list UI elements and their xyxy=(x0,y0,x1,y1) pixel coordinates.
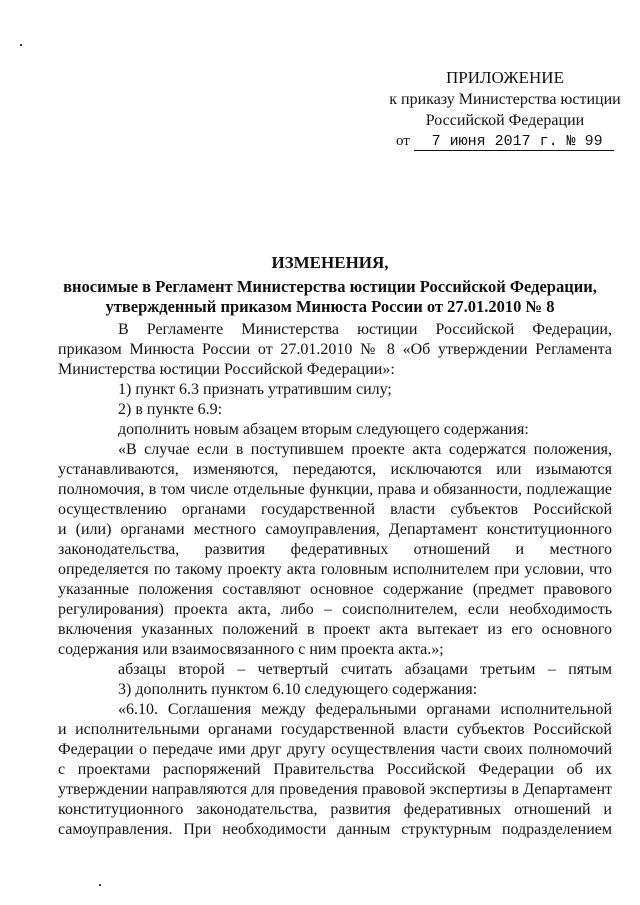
body-line: «В случае если в поступившем проекте акта содержатся положения, xyxy=(118,441,612,458)
body-line: В Регламенте Министерства юстиции Российской Федерации, xyxy=(118,321,612,338)
scan-speck xyxy=(99,884,101,886)
body-line: приказом Минюста России от 27.01.2010 № 8 «Об утверждении Регламента xyxy=(58,341,612,358)
appendix-label: ПРИЛОЖЕНИЕ xyxy=(446,68,564,87)
body-line: включения указанных положений в проект акта вытекает из его основного xyxy=(58,621,612,638)
body-line: содержания или взаимосвязанного с ним проекта акта.»; xyxy=(58,641,444,658)
order-date xyxy=(396,133,614,151)
body-line: 2) в пункте 6.9: xyxy=(118,401,223,418)
scan-speck xyxy=(20,44,22,46)
body-line: определяется по такому проекту акта головным исполнителем при условии, что xyxy=(58,561,612,578)
body-line: «6.10. Соглашения между федеральными органами исполнительной xyxy=(118,701,612,718)
body-line: Федерации о передаче ими друг другу осуществления части своих полномочий xyxy=(58,741,612,758)
body-line: с проектами распоряжений Правительства Российской Федерации об их xyxy=(58,761,612,778)
body-line: 1) пункт 6.3 признать утратившим силу; xyxy=(118,381,392,398)
body-line: полномочия, в том числе отдельные функции, права и обязанности, подлежащие xyxy=(58,481,612,498)
body-line: конституционного законодательства, развития федеративных отношений и xyxy=(58,801,612,818)
document-subtitle-1: вносимые в Регламент Министерства юстиции Российской Федерации, xyxy=(63,277,597,296)
federation-line: Российской Федерации xyxy=(425,112,585,129)
body-line: дополнить новым абзацем вторым следующего содержания: xyxy=(118,421,529,438)
body-line: и (или) органами местного самоуправления, Департамент конституционного xyxy=(58,521,612,538)
body-line: законодательства, развития федеративных отношений и местного xyxy=(58,541,612,558)
document-subtitle-2: утвержденный приказом Минюста России от 27.01.2010 № 8 xyxy=(105,297,555,316)
body-line: утверждении направляются для проведения правовой экспертизы в Департамент xyxy=(58,781,612,798)
body-line: и исполнительными органами государственной власти субъектов Российской xyxy=(58,721,612,738)
body-line: устанавливаются, изменяются, передаются, исключаются или изымаются xyxy=(58,461,612,478)
date-prefix: от xyxy=(396,133,410,149)
body-line: указанные положения составляют основное содержание (предмет правового xyxy=(58,581,612,598)
body-line: осуществлению органами государственной власти субъектов Российской xyxy=(58,501,612,518)
body-line: самоуправления. При необходимости данным структурным подразделением xyxy=(58,821,612,838)
body-line: Министерства юстиции Российской Федерации»: xyxy=(58,361,395,378)
order-line: к приказу Министерства юстиции xyxy=(389,91,621,108)
document-title: ИЗМЕНЕНИЯ, xyxy=(271,253,389,272)
body-line: абзацы второй – четвертый считать абзацами третьим – пятым xyxy=(118,661,612,678)
date-value: 7 июня 2017 г. № 99 xyxy=(414,133,614,151)
body-line: регулирования) проекта акта, либо – соисполнителем, если необходимость xyxy=(58,601,612,618)
body-line: 3) дополнить пунктом 6.10 следующего содержания: xyxy=(118,681,478,698)
